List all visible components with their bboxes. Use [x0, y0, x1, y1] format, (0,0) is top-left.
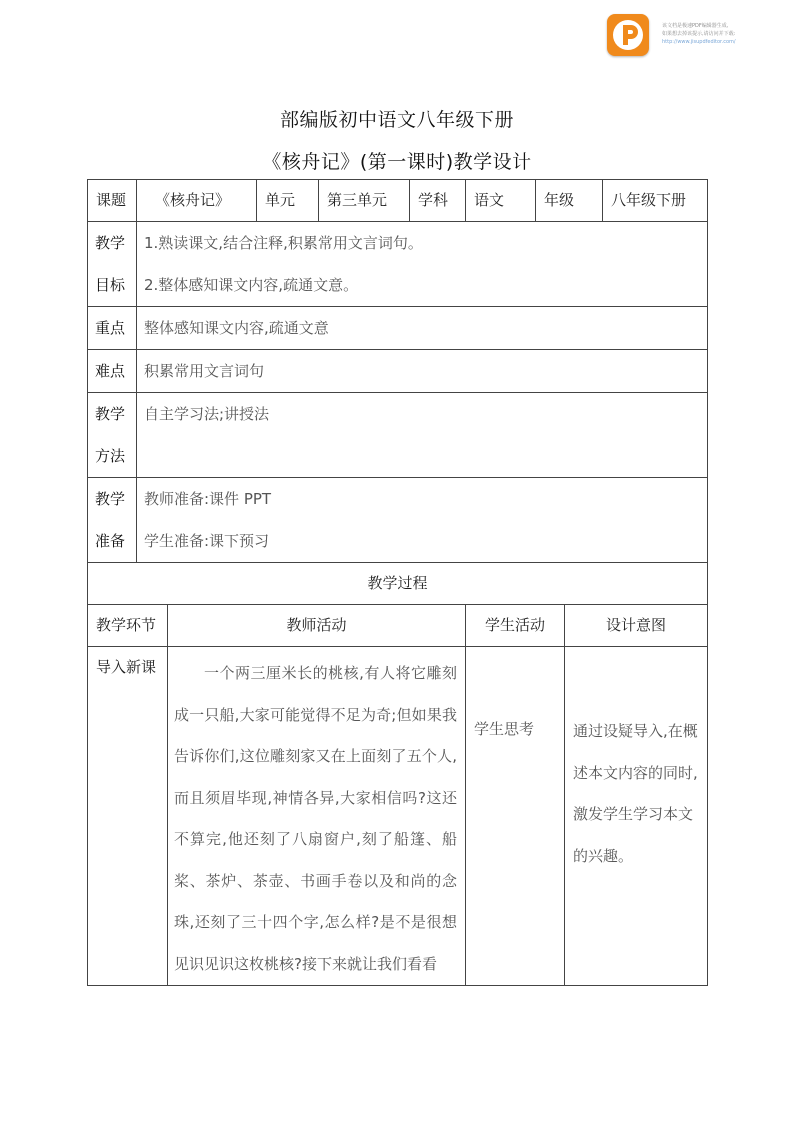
teacher-activity-intro: 一个两三厘米长的桃核,有人将它雕刻成一只船,大家可能觉得不足为奇;但如果我告诉你们,这位雕刻家又在上面刻了五个人,而且须眉毕现,神情各异,大家相信吗?这还不算完,他还刻了八扇窗户,刻了船篷、船桨、茶炉、茶壶、书画手卷以及和尚的念珠,还刻了三十四个字,怎么样?是不是很想见识见识这枚桃核?接下来就让我们看看 [174, 664, 458, 973]
grade-label: 年级 [544, 191, 575, 209]
prep-student: 学生准备:课下预习 [144, 532, 270, 550]
unit-label: 单元 [265, 191, 296, 209]
col-intent: 设计意图 [606, 616, 667, 634]
key-label: 重点 [95, 319, 126, 337]
stage-intro: 导入新课 [96, 658, 157, 676]
watermark-line-1: 该文档是极速PDF编辑器生成, [662, 23, 729, 29]
student-activity-intro: 学生思考 [474, 720, 535, 738]
logo-p-icon [607, 14, 649, 56]
subject-value: 语文 [474, 191, 505, 209]
difficult-label: 难点 [95, 362, 126, 380]
pdf-editor-logo [607, 14, 649, 56]
unit-value: 第三单元 [327, 191, 388, 209]
watermark-note [662, 22, 790, 46]
process-row-intro [88, 647, 708, 986]
goal-1: 1.熟读课文,结合注释,积累常用文言词句。 [144, 234, 423, 252]
key-point-row [88, 307, 708, 350]
document-subtitle: 《核舟记》(第一课时)教学设计 [262, 151, 532, 173]
col-teacher: 教师活动 [286, 616, 347, 634]
prep-label-1: 教学 [95, 490, 126, 508]
lesson-plan-table [87, 179, 708, 986]
difficult-point-row [88, 350, 708, 393]
process-heading: 教学过程 [367, 574, 428, 592]
watermark-line-2: 如果想去掉该提示,请访问并下载: [662, 31, 736, 37]
method-row [88, 393, 708, 478]
col-stage: 教学环节 [96, 616, 157, 634]
header-row [88, 180, 708, 222]
course-value: 《核舟记》 [155, 191, 231, 209]
method-label-1: 教学 [95, 405, 126, 423]
goal-row [88, 222, 708, 307]
grade-value: 八年级下册 [611, 191, 687, 209]
goal-label-1: 教学 [95, 234, 126, 252]
goal-label-2: 目标 [95, 276, 126, 294]
goal-2: 2.整体感知课文内容,疏通文意。 [144, 276, 359, 294]
key-value: 整体感知课文内容,疏通文意 [144, 319, 329, 337]
col-student: 学生活动 [485, 616, 546, 634]
watermark-url: http://www.jisupdfeditor.com/ [662, 39, 736, 45]
prep-teacher: 教师准备:课件 PPT [144, 490, 272, 508]
preparation-row [88, 478, 708, 563]
subject-label: 学科 [418, 191, 449, 209]
prep-label-2: 准备 [95, 532, 126, 550]
process-heading-row [88, 563, 708, 605]
design-intent-intro: 通过设疑导入,在概述本文内容的同时,激发学生学习本文的兴趣。 [573, 722, 698, 865]
document-title: 部编版初中语文八年级下册 [279, 109, 514, 131]
process-column-headers [88, 605, 708, 647]
method-value: 自主学习法;讲授法 [144, 405, 270, 423]
difficult-value: 积累常用文言词句 [144, 362, 265, 380]
method-label-2: 方法 [95, 447, 126, 465]
course-label: 课题 [96, 191, 127, 209]
